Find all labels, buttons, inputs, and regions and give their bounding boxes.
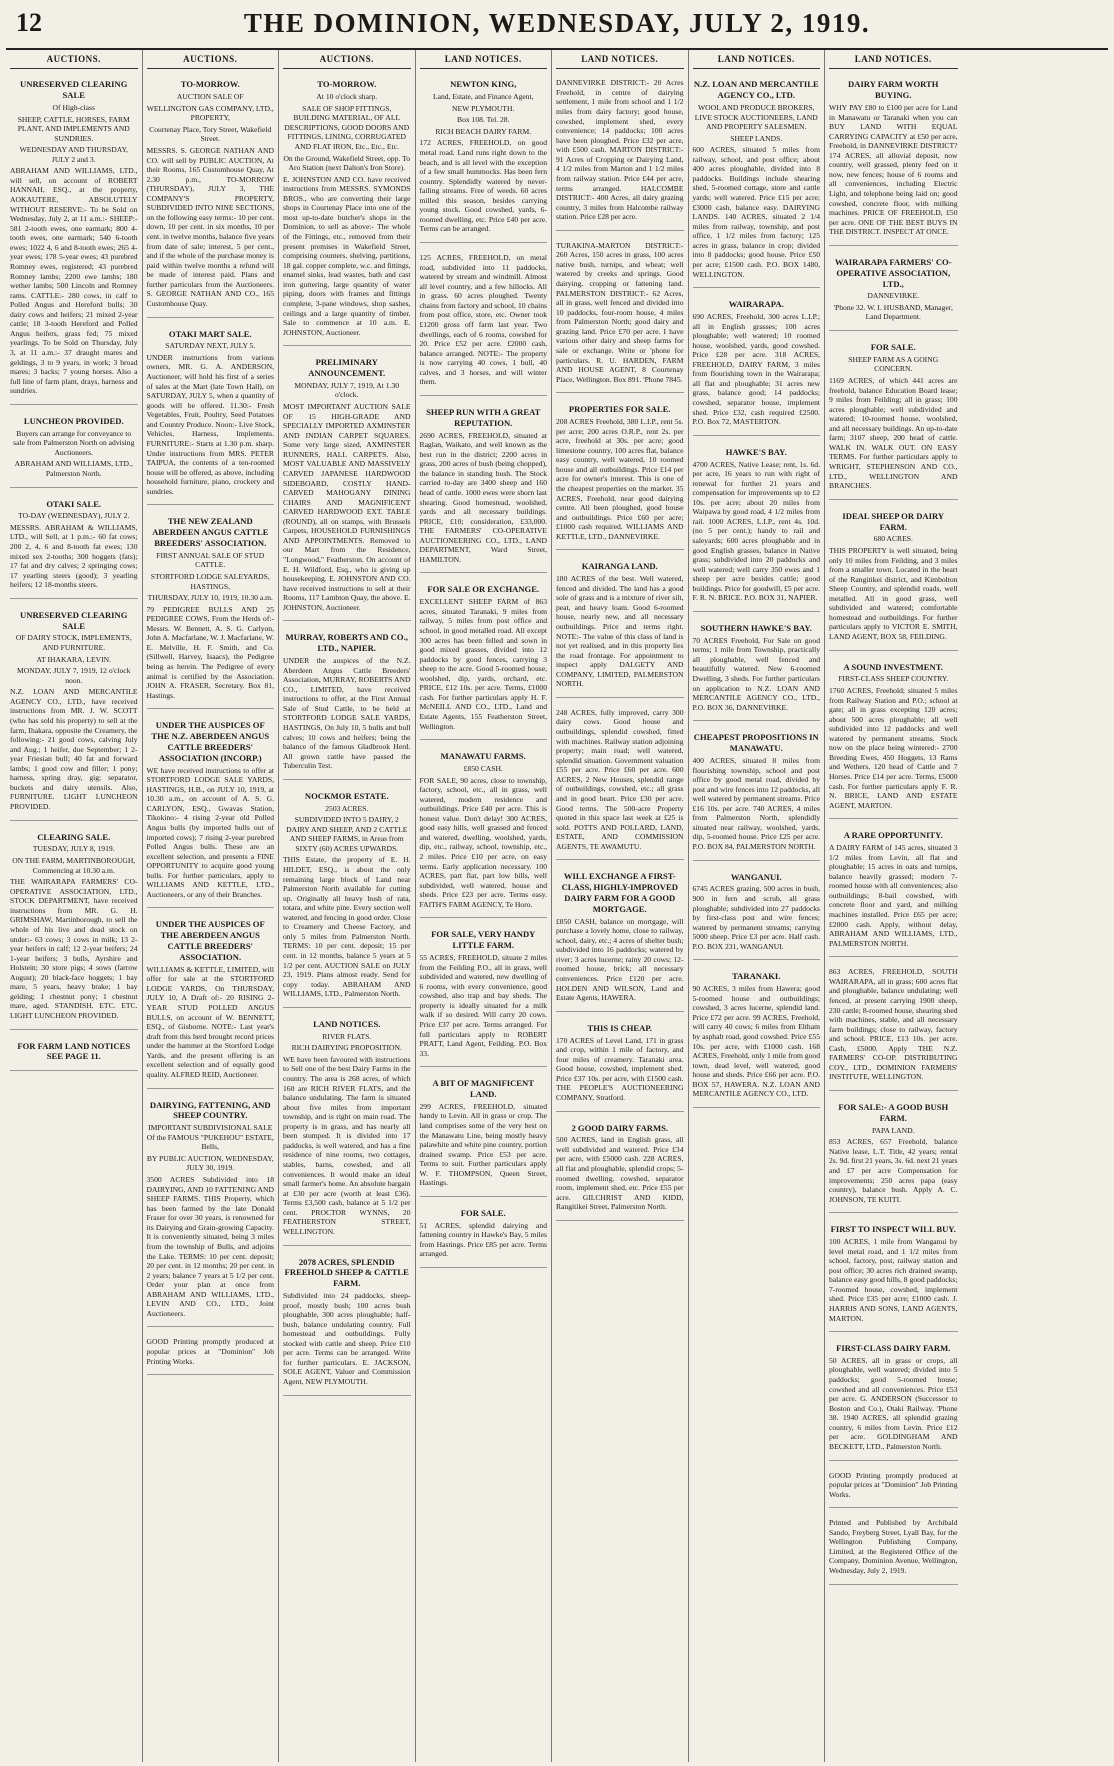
ad-body: Printed and Published by Archibald Sando, Freyberg Street, Lyall Bay, for the Wellington Publishing Company, Limited, at the Registered Office of the Company, Dominion Avenue, Wellington, Wednesday, July 2, 1919.: [829, 1518, 958, 1576]
column-6: [689, 50, 826, 1762]
advertisement: [829, 963, 958, 1091]
advertisement: [693, 727, 821, 860]
advertisement: [147, 1333, 275, 1375]
ad-body: DANNEVIRKE DISTRICT:- 20 Acres Freehold, in centre of dairying settlement, 1 mile from school and 1 1/2 miles from dairy factory; good house, cowshed, implement shed, every convenience; 14 paddocks; 100 acres have been ploughed. Price £32 per acre, with £500 cash. MARTON DISTRICT:- 91 Acres of Cropping or Dairying Land, 4 1/2 miles from Marton and 1 1/2 miles from railway station. Price £44 per acre, terms arranged. HALCOMBE DISTRICT:- 400 Acres, all dairy grazing country, 3 miles from Halcombe railway station. Price £28 per acre.: [556, 78, 684, 222]
advertisement: [556, 237, 684, 393]
advertisement: [556, 704, 684, 860]
ad-heading: WANGANUI.: [730, 871, 782, 882]
advertisement: [556, 1018, 684, 1112]
ad-body: E. JOHNSTON AND CO. have received instructions from MESSRS. SYMONDS BROS., who are converting their large shops in Courtenay Place into one of the most up-to-date butcher's shops in the Dominion, to sell as above:- The whole of the Fittings, etc., removed from their present premises in Wakefield Street, comprising counters, shelving, partitions, 18 gal. copper complete, w.c. and fittings, enamel sinks, lead wastes, bath and cast iron guttering, large quantity of water piping, doors with frames and fittings complete, 3-pane windows, shop sashes, ceilings and a large quantity of timber. Sale to commence at 10 a.m. E. JOHNSTON, Auctioneer.: [283, 174, 411, 337]
column-header: LAND NOTICES.: [693, 50, 821, 69]
ad-heading: FOR SALE:- A GOOD BUSH FARM.: [838, 1102, 949, 1123]
advertisement: [147, 914, 275, 1088]
ad-body: THIS PROPERTY is well situated, being only 10 miles from Feilding, and 3 miles from a smaller town. Located in the heart of the Rangitikei district, and Kimbolton Sheep Country, and splendid roads, well metalled. All in good grass, well subdivided and watered; comfortable homestead and outbuildings. For further particulars apply to VICTOR E. SMITH, LAND AGENT, BOX 58, FEILDING.: [829, 545, 958, 642]
ad-heading: A RARE OPPORTUNITY.: [843, 830, 943, 841]
ad-body: N.Z. LOAN AND MERCANTILE AGENCY CO., LTD., have received instructions from MR. J. W. SCOTT (who has sold his property) to sell at the farm, Ihakara, opposite the Creamery, the following:- 21 good cows, calving July and Aug.; 1 heifer, due September; 1 2-year Friesian bull; 40 fat and forward lambs; 1 good cow and filler; 1 pony; harness, spring dray, gig; separator, buckets and dairy utensils. Also, FURNITURE. LIGHT LUNCHEON PROVIDED.: [10, 687, 138, 812]
ad-subheading: SUBDIVIDED INTO 5 DAIRY, 2 DAIRY AND SHEEP, AND 2 CATTLE AND SHEEP FARMS, in Areas from SIXTY (60) ACRES UPWARDS.: [286, 815, 408, 853]
ad-body: 690 ACRES, Freehold, 300 acres L.I.P.; all in English grasses; 100 acres ploughable; well watered; 10 roomed house, woolshed, yards, good cowshed. Price £28 per acre. 318 ACRES, FREEHOLD, DAIRY FARM, 3 miles from flourishing town in the Wairarapa; all flat and ploughable; 31 acres new grass, balance good; 14 paddocks; cowshed, separator house, implement shed. Price £32, cash required £2500. P.O. Box 72, MASTERTON.: [692, 311, 820, 427]
ad-heading: TARANAKI.: [732, 971, 781, 982]
column-header: LAND NOTICES.: [829, 50, 958, 69]
column-2: [143, 50, 280, 1762]
ad-heading: SHEEP RUN WITH A GREAT REPUTATION.: [426, 406, 541, 428]
advertisement: [829, 252, 958, 331]
ad-subheading: SHEEP, CATTLE, HORSES, FARM PLANT, AND IMPLEMENTS AND SUNDRIES.: [17, 114, 130, 143]
ad-body: 51 ACRES, splendid dairying and fattening country in Hawke's Bay, 5 miles from Hastings. Price £85 per acre. Terms arranged.: [419, 1220, 547, 1259]
ad-subheading: THURSDAY, JULY 10, 1919, 10.30 a.m.: [147, 593, 273, 603]
advertisement: [693, 618, 821, 721]
advertisement: [420, 924, 548, 1067]
ad-subheading: FIRST-CLASS SHEEP COUNTRY.: [838, 674, 949, 684]
ad-subheading: NEW PLYMOUTH.: [452, 103, 515, 113]
ad-subheading: 'Phone 32. W. I. HUSBAND, Manager, Land Department.: [833, 302, 953, 322]
ad-heading: NOCKMOR ESTATE.: [304, 790, 389, 801]
ad-heading: N.Z. LOAN AND MERCANTILE AGENCY CO., LTD.: [693, 79, 819, 101]
advertisement: [420, 402, 548, 574]
ad-subheading: RICH BEACH DAIRY FARM.: [435, 126, 532, 136]
ad-heading: SOUTHERN HAWKE'S BAY.: [700, 622, 812, 633]
advertisement: [147, 511, 275, 709]
column-header: AUCTIONS.: [283, 50, 411, 69]
ad-body: £850 CASH, balance on mortgage, will purchase a lovely home, close to railway, school, dairy, etc.; 4 acres of shelter bush; subdivided into 16 paddocks; watered by river; 3 acres lucerne; rainy 20 cows; 12-roomed house, brick; all necessary conveniences. Price £120 per acre. HOLDEN AND WILSON, Land and Estate Agents, HAWERA.: [556, 916, 684, 1003]
ad-body: MESSRS. S. GEORGE NATHAN AND CO. will sell by PUBLIC AUCTION, At their Rooms, 165 Customhouse Quay, At 2.30 p.m., TO-MORROW (THURSDAY), JULY 3, THE COMPANY'S PROPERTY, SUBDIVIDED INTO NINE SECTIONS, on the following easy terms:- 10 per cent. down, 10 per cent. in six months, 10 per cent. in twelve months, balance five years from date of sale; interest, 5 per cent., and if the whole of the purchase money is paid within twelve months a refund will be made of interest paid. Plans and further particulars from the Auctioneers. S. GEORGE NATHAN AND CO., 165 Customhouse Quay.: [146, 145, 274, 308]
ad-body: 180 ACRES of the best. Well watered, fenced and divided. The land has a good sole of grass and is a mixture of river silt, peat, and heavy loam. Good 6-roomed house, nearly new, and all necessary outbuildings. Price and terms right. NOTE:- The value of this class of land is not yet realised, and in this property lies the road frontage. For appointment to inspect apply DALGETY AND COMPANY, LIMITED, PALMERSTON NORTH.: [556, 574, 684, 689]
ad-heading: FOR SALE.: [460, 1207, 506, 1218]
ad-heading: A BIT OF MAGNIFICENT LAND.: [432, 1078, 534, 1100]
advertisement: [693, 867, 821, 961]
ad-heading: FIRST TO INSPECT WILL BUY.: [830, 1224, 956, 1235]
advertisement: [693, 74, 821, 288]
masthead: [6, 0, 1108, 50]
ad-body: MOST IMPORTANT AUCTION SALE OF 15 HIGH-GRADE AND SPECIALLY IMPORTED AXMINSTER AND INDIAN CARPET SQUARES. Some very large sized, AXMINSTER RUNNERS, HALL CARPETS. Also, MOST VALUABLE AND MASSIVELY CARVED JAPANESE HARDWOOD SIDEBOARD, COSTLY HAND-CARVED MAHOGANY DINING CHAIRS AND MAGNIFICENT CARVED HARDWOOD EXT. TABLE (ROUND), all on stamps, with Brussels Carpets, HOUSEHOLD FURNISHINGS AND APPOINTMENTS. Removed to our Mart from the Residence, "Longwood," Featherston. On account of E. H. Wildford, Esq., who is giving up housekeeping. E. JOHNSTON AND CO. have received instructions to sell at their Rooms, 117 Lambton Quay, the above. E. JOHNSTON, Auctioneer.: [283, 402, 411, 612]
ad-body: Subdivided into 24 paddocks, sheep-proof, mostly bush; 100 acres bush ploughable, 300 acres ploughable; half-bush, balance undulating country. Full homestead and outbuildings. Fully stocked with cattle and sheep. Price £10 per acre. Terms can be arranged. Write for further particulars. E. JACKSON, SOLE AGENT, Valuer and Commission Agent, NEW PLYMOUTH.: [283, 1290, 411, 1387]
ad-heading: PRELIMINARY ANNOUNCEMENT.: [308, 357, 386, 379]
ad-heading: OTAKI SALE.: [46, 498, 102, 509]
ad-subheading: Land, Estate, and Finance Agent,: [432, 92, 534, 102]
advertisement: [147, 715, 275, 908]
ad-heading: HAWKE'S BAY.: [725, 446, 787, 457]
ad-body: 125 ACRES, FREEHOLD, on metal road, subdivided into 11 paddocks, watered by stream and windmill. Almost all level country, and a few hillocks. All in grass. 60 acres ploughed. Twenty chains from factory and school, 10 chains from post office, store, etc. Owner took £1200 gross off farm last year. Two dwellings, each of 6 rooms, cowshed for 20. Price £52 per acre. £2000 cash, balance arranged. NOTE:- The property is now carrying 40 cows, 1 bull, 40 calves, and 3 horses, and will winter them.: [419, 253, 547, 387]
ad-body: 3500 ACRES Subdivided into 18 DAIRYING, AND 10 FATTENING AND SHEEP FARMS. THIS Property, which has been farmed by the late Donald Fraser for over 30 years, is renowned for its Dairying and Grain-growing Capacity. It is conveniently situated, being 3 miles from the township of Bulls, and adjoins the Lake. TERMS: 10 per cent. deposit; 20 per cent. in 12 months; 20 per cent. in 2 years; balance 7 years at 5 1/2 per cent. Order your plan at once from ABRAHAM AND WILLIAMS, LTD., LEVIN AND CO., LTD., Joint Auctioneers.: [146, 1175, 274, 1318]
ad-subheading: SHEEP FARM AS A GOING CONCERN.: [848, 354, 939, 374]
column-header: AUCTIONS.: [10, 50, 138, 69]
advertisement: [420, 249, 548, 396]
ad-body: MESSRS. ABRAHAM & WILLIAMS, LTD., will Sell, at 1 p.m.:- 60 fat cows; 200 2, 4, 6 and 8-tooth fat ewes; 130 mixed sex 2-tooths; 300 hoggets (fats); 17 fat and dry calves; 2 springing cows; 17 yearling steers (good); 3 yearling heifers; 12 18-months steers.: [10, 522, 138, 590]
ad-subheading: On the Ground, Wakefield Street, opp. To Aro Station (next Dalton's Iron Store).: [283, 153, 411, 173]
ad-heading: THIS IS CHEAP.: [587, 1022, 652, 1033]
ad-subheading: PAPA LAND.: [872, 1125, 915, 1135]
ad-subheading: SHEEP LANDS.: [730, 133, 783, 143]
ad-body: 208 ACRES Freehold, 380 L.I.P., rent 5s. per acre; 200 acres O.R.P., rent 2s. per acre, freehold at 30s. per acre; good limestone country, 100 acres flat, balance easy country, well watered, 10 roomed house and all outbuildings. Price £14 per acre for owner's interest. This is one of the cheapest properties on the market. 35 ACRES, Freehold, near good dairying centre. All been ploughed, good house and outbuildings. Price £60 per acre; £1000 cash required. WILLIAMS AND KETTLE, LTD., DANNEVIRKE.: [556, 417, 684, 541]
advertisement: [10, 411, 138, 488]
advertisement: [147, 324, 275, 506]
advertisement: [829, 337, 958, 500]
ad-heading: IDEAL SHEEP OR DAIRY FARM.: [842, 510, 945, 532]
ad-heading: CHEAPEST PROPOSITIONS IN MANAWATU.: [693, 732, 819, 754]
ad-subheading: MONDAY, JULY 7, 1919, 12 o'clock noon.: [17, 666, 131, 685]
newspaper-title: THE DOMINION, WEDNESDAY, JULY 2, 1919.: [243, 8, 871, 38]
ad-subheading: ABRAHAM AND WILLIAMS, LTD., Palmerston North.: [14, 459, 133, 478]
ad-heading: LUNCHEON PROVIDED.: [23, 415, 124, 426]
ad-subheading: SATURDAY NEXT, JULY 5.: [165, 341, 256, 351]
advertisement: [10, 827, 138, 1030]
ad-body: 79 PEDIGREE BULLS AND 25 PEDIGREE COWS, From the Herds of:- Messrs. W. Bennett, A. S. G. Carlyon, John A. Macfarlane, W. J. Macfarlane, W. E. Melville, H. F. Smith, and Co. (Sillwell, Harvey, Isaacs), the Pedigree being as herein. The Pedigree of every animal is certified by the Association. JOHN A. FRASER, Secretary. Box 81, Hastings.: [146, 604, 274, 700]
advertisement: [693, 442, 821, 612]
ad-body: 70 ACRES Freehold, For Sale on good terms; 1 mile from Township, practically all ploughable, well fenced and beautifully watered. New 6-roomed Dwelling, 3 sheds. For further particulars on application to N.Z. LOAN AND MERCANTILE AGENCY CO., LTD., P.O. BOX 36, DANNEVIRKE.: [692, 635, 820, 712]
ad-body: 400 ACRES, situated 8 miles from flourishing township, school and post office by good metal road, divided by post and wire fences into 12 paddocks, all well watered by permanent streams. Price £16 10s. per acre. 740 ACRES, 4 miles from Palmerston North, splendidly situated near railway, woolshed, yards, dip, 5-roomed house. Price £25 per acre. P.O. BOX 84, PALMERSTON NORTH.: [692, 755, 820, 851]
ad-subheading: 680 ACRES.: [873, 534, 913, 544]
ad-heading: WILL EXCHANGE A FIRST-CLASS, HIGHLY-IMPROVED DAIRY FARM FOR A GOOD MORTGAGE.: [561, 871, 678, 914]
ad-body: 299 ACRES, FREEHOLD, situated handy to Levin. All in grass or crop. The land comprises some of the very best on the Manawatu Line, being mostly heavy palawhite and white pine country, portion drained swamp. Price £53 per acre. Terms to suit. Further particulars apply W. F. THOMPSON, Queen Street, Hastings.: [419, 1101, 547, 1188]
ad-subheading: Box 108. Tel. 28.: [457, 115, 510, 125]
ad-body: EXCELLENT SHEEP FARM of 863 acres, situated Taranaki, 9 miles from railway, 5 miles from post office and school, in good metalled road. All except 300 acres has been felled and sown in good mixed grasses, divided into 12 paddocks by good fences, carrying 3 sheep to the acre. Good 5-roomed house, woolshed, dip, yards, orchard, etc. PRICE, £12 10s. per acre. Terms, £1000 cash. For further particulars apply H. F. McNEILL AND CO., LTD., Land and Estate Agents, 155 Featherston Street, Wellington.: [419, 597, 547, 731]
advertisement: [556, 866, 684, 1011]
ad-heading: WAIRARAPA.: [728, 299, 784, 310]
ad-heading: FOR SALE.: [870, 342, 916, 353]
column-5: [552, 50, 689, 1762]
ad-body: WILLIAMS & KETTLE, LIMITED, will offer for sale at the STORTFORD LODGE YARDS, On THURSDAY, JULY 10, A Draft of:- 20 RISING 2-YEAR STUD POLLED ANGUS BULLS, on account of W. BENNETT, ESQ., of Gisborne. NOTE:- Last year's draft from this herd brought record prices under the hammer at the Stortford Lodge Yards, and the present offering is an excellent selection and of equally good quality. ALFRED REID, Auctioneer.: [146, 964, 274, 1079]
advertisement: [283, 627, 411, 779]
ad-body: THIS Estate, the property of E. H. HILDET, ESQ., is about the only remaining large block of Land near Palmerston North available for cutting up. Originally all heavy bush of rata, totara, and white pine. Every section well watered, and fencing in good order. Close to Creamery and Cheese Factory, and only 5 miles from Palmerston North. TERMS: 10 per cent. deposit; 15 per cent. in 12 months, balance 5 years at 5 1/2 per cent. AUCTION SALE on JULY 23, 1919. Plans almost ready. Send for copy today. ABRAHAM AND WILLIAMS, LTD., Palmerston North.: [283, 855, 411, 999]
advertisement: [10, 605, 138, 821]
advertisement: [147, 74, 275, 317]
ad-subheading: ON THE FARM, MARTINBOROUGH, Commencing at 10.30 a.m.: [12, 856, 136, 875]
column-header: AUCTIONS.: [147, 50, 275, 69]
advertisement: [420, 1203, 548, 1268]
ad-subheading: Courtenay Place, Tory Street, Wakefield Street.: [149, 124, 272, 144]
ad-subheading: DANNEVIRKE.: [867, 291, 920, 301]
ad-heading: UNDER THE AUSPICES OF THE N.Z. ABERDEEN ANGUS CATTLE BREEDERS' ASSOCIATION (INCORP.): [151, 720, 270, 763]
ad-body: GOOD Printing promptly produced at popular prices at "Dominion" Job Printing Works.: [146, 1337, 274, 1366]
columns-container: [6, 50, 1108, 1762]
ad-subheading: 2503 ACRES.: [325, 803, 369, 813]
ad-body: ABRAHAM AND WILLIAMS, LTD., will sell, on account of ROBERT HANNAH, ESQ., at the property, AOKAUTERE, ABSOLUTELY WITHOUT RESERVE:- To be Sold on Wednesday, July 2, at 11 a.m.:- SHEEP:- 581 2-tooth ewes, one earmark; 800 4-tooth ewes, one earmark; 540 6-tooth ewes; 1022 4, 6 and 8-tooth ewes; 265 4-year ewes; 178 5-year ewes; 43 purebred Romney ewes, registered; 43 purebred Romney lambs; 2200 ewe lambs; 180 wether lambs; 500 Lincoln and Romney rams. CATTLE:- 280 cows, in calf to Polled Angus and Hereford bulls; 30 dairy cows and heifers; 21 mixed 2-year cattle; 18 3-tooth Hereford and Polled Angus heifers, grass fed; 75 mixed yearlings. To be Sold on Thursday, July 3, at 11 a.m.:- 37 draught mares and geldings, 3 to 9 years, in work; 3 broad mares; 3 backs; 7 young horses. Also a full line of farm plant, drays, harness and sundries.: [10, 166, 138, 396]
ad-heading: DAIRYING, FATTENING, AND SHEEP COUNTRY.: [149, 1099, 271, 1121]
advertisement: [556, 1118, 684, 1221]
ad-body: A DAIRY FARM of 145 acres, situated 3 1/2 miles from Levin, all flat and ploughable; 15 acres in oats and turnips, balance heavily grassed; modern 7-roomed house with all conveniences; also outbuildings; 8-bail cowshed, with concrete floor and yard, and milking machines installed. Price £65 per acre; £2000 cash. Apply, without delay, ABRAHAM AND WILLIAMS, LTD., PALMERSTON NORTH.: [829, 843, 958, 948]
ad-heading: 2 GOOD DAIRY FARMS.: [571, 1122, 669, 1133]
ad-body: UNDER instructions from various owners, MR. G. A. ANDERSON, Auctioneer, will hold his first of a series of sales at the Mart (late Town Hall), on SATURDAY, JULY 5, when a quantity of goods will be offered. 11.30:- Fresh Vegetables, Fruit, Poultry, Seed Potatoes and Country Produce. Noon:- Live Stock, Vehicles, Harness, Implements. FURNITURE:- Starts at 1.30 p.m. sharp. Under instructions from MRS. PETER TAIPUA, the contents of a ten-roomed house will be offered, as above, including household furniture, piano, crockery and sundries.: [146, 352, 274, 496]
advertisement: [10, 74, 138, 405]
column-3: [279, 50, 416, 1762]
ad-heading: FIRST-CLASS DAIRY FARM.: [836, 1343, 951, 1354]
advertisement: [829, 657, 958, 820]
ad-heading: TO-MORROW.: [317, 79, 377, 90]
advertisement: [283, 74, 411, 346]
ad-body: 90 ACRES, 3 miles from Hawera; good 5-roomed house and outbuildings; cowshed, 3 acres lucerne, splendid land. Price £72 per acre. 99 ACRES, Freehold, will carry 40 cows; 6 miles from Eltham by asphalt road, good cowshed. Price £55 10s. per acre, with £1000 cash. 168 ACRES, Freehold, only 1 mile from good town, dead level, well watered, good house and sheds. Price £66 per acre. P.O. BOX 57, HAWERA. N.Z. LOAN AND MERCANTILE AGENCY CO., LTD.: [692, 984, 820, 1099]
ad-subheading: BY PUBLIC AUCTION, WEDNESDAY, JULY 30, 1919.: [146, 1153, 274, 1173]
ad-heading: LAND NOTICES.: [313, 1018, 381, 1029]
ad-body: TURAKINA-MARTON DISTRICT:- 260 Acres, 150 acres in grass, 100 acres native bush, turnips, and wheat; well watered by creeks and springs. Good dairying, cropping or fattening land. PALMERSTON DISTRICT:- 62 Acres, all in grass, well fenced and divided into 10 paddocks, four-room house, 4 miles from Palmerston North; good dairy and grazing land. Price £70 per acre. I have various other dairy and sheep farms for sale or exchange. Write or 'phone for particulars. R. U. HARDEN, FARM AND HOUSE AGENT, 8 Courtenay Place, Wellington. Box 891. 'Phone 7845.: [556, 240, 684, 384]
ad-heading: FOR FARM LAND NOTICES SEE PAGE 11.: [17, 1040, 131, 1062]
ad-subheading: SALE OF SHOP FITTINGS, BUILDING MATERIAL, OF ALL DESCRIPTIONS, GOOD DOORS AND FITTINGS, LINING, CORRUGATED AND FLAT IRON, Etc., Etc., Etc.: [284, 103, 410, 151]
ad-heading: A SOUND INVESTMENT.: [843, 661, 943, 672]
advertisement: [283, 786, 411, 1008]
advertisement: [829, 74, 958, 246]
column-1: [6, 50, 143, 1762]
column-header: LAND NOTICES.: [420, 50, 548, 69]
ad-heading: UNRESERVED CLEARING SALE: [20, 79, 128, 101]
ad-body: 50 ACRES, all in grass or crops, all ploughable, well watered; divided into 5 paddocks; good 5-roomed house; cowshed and all conveniences. Price £53 per acre. G. ANDERSON (Successor to Boston and Co.), Otaki Railway. 'Phone 38. 1940 ACRES, all splendid grazing country, 6 miles from Levin. Price £12 per acre. GOLDINGHAM AND BECKETT, LTD., Palmerston North.: [829, 1355, 958, 1451]
ad-heading: UNRESERVED CLEARING SALE: [20, 609, 128, 631]
ad-body: 863 ACRES, FREEHOLD, SOUTH WAIRARAPA, all in grass; 600 acres flat and ploughable, balance undulating; well fenced, at present carrying 1900 sheep, 230 cattle; 8-roomed house, shearing shed with machines, stable, and all necessary farm buildings; close to railway, factory and school. PRICE, £13 10s. per acre. Cash, £5000. Apply THE N.Z. FARMERS' CO-OP. DISTRIBUTING COY., LTD., DOMINION FARMERS' INSTITUTE, WELLINGTON.: [829, 967, 958, 1082]
ad-heading: NEWTON KING,: [450, 79, 517, 90]
column-header: LAND NOTICES.: [556, 50, 684, 69]
ad-heading: WAIRARAPA FARMERS' CO-OPERATIVE ASSOCIATION, LTD.,: [834, 256, 952, 289]
ad-body: WE have been favoured with instructions to Sell one of the best Dairy Farms in the country. The area is 268 acres, of which 160 are RICH RIVER FLATS, and the balance undulating. The farm is situated about five miles from important township, and is right on main road. The property is in grass, and has nearly all been stumped. It is divided into 17 paddocks, is well watered, and has a fine residence of nine rooms, two cottages, stables, barns, cowshed, and all conveniences. It would make an ideal small farmer's home. An absolute bargain at £30 per acre (worth at least £36). Terms £3,500 cash, balance at 5 1/2 per cent. PROCTOR WYNNS, 20 FEATHERSTON STREET, WELLINGTON.: [283, 1054, 411, 1236]
ad-subheading: AUCTION SALE OF: [176, 92, 244, 102]
ad-body: 600 ACRES, situated 5 miles from railway, school, and post office; about 400 acres ploughable, divided into 8 paddocks. Buildings include shearing shed, 5-roomed cottage, store and cattle yards; well watered. Price £15 per acre; £3000 cash, balance easy. DAIRYING LANDS. 140 ACRES, situated 2 1/4 miles from railway, township, and post office, 1 1/2 miles from factory; 125 acres in grass, balance in crop; divided into 8 paddocks; good house. Price £50 per acre; £1500 cash. P.O. BOX 1480, WELLINGTON.: [692, 145, 820, 279]
ad-subheading: MONDAY, JULY 7, 1919, At 1.30 o'clock.: [294, 380, 400, 400]
ad-body: UNDER the auspices of the N.Z. Aberdeen Angus Cattle Breeders' Association, MURRAY, ROBERTS AND CO., LIMITED, have received instructions to offer, at the First Annual Sale of Stud Cattle, to be held at STORTFORD LODGE SALE YARDS, HASTINGS, On July 10, 5 bulls and bull calves; 10 cows and heifers; being the balance of the famous Gladbrook Herd. All grown cattle have passed the Tuberculin Test.: [283, 656, 411, 771]
advertisement: [147, 1095, 275, 1328]
ad-subheading: AT IHAKARA, LEVIN.: [36, 654, 112, 664]
ad-subheading: OF DAIRY STOCK, IMPLEMENTS, AND FURNITURE.: [15, 633, 132, 653]
ad-heading: KAIRANGA LAND.: [581, 561, 658, 572]
advertisement: [420, 579, 548, 740]
advertisement: [829, 1467, 958, 1509]
ad-subheading: Of High-class: [52, 102, 95, 112]
ad-subheading: £850 CASH.: [463, 763, 503, 773]
advertisement: [283, 1014, 411, 1246]
advertisement: [829, 1338, 958, 1460]
ad-heading: MURRAY, ROBERTS AND CO., LTD., NAPIER.: [285, 632, 408, 654]
advertisement: [829, 1219, 958, 1332]
ad-subheading: STORTFORD LODGE SALEYARDS, HASTINGS,: [150, 571, 270, 591]
advertisement: [556, 556, 684, 698]
ad-body: THE WAIRARAPA FARMERS' CO-OPERATIVE ASSOCIATION, LTD., STOCK DEPARTMENT, have received instructions from MR. G. H. GRIMSHAW, Martinborough, to sell the whole of his live and dead stock on under:- 63 cows; 3 cows in milk; 13 2-year heifers in calf; 12 2-year heifers; 24 1-year heifers; 3 bulls, Ayrshire and Holstein; 30 store pigs; 4 sows (farrow August); 20 black-face hoggets; 1 bay mare, 5 years, heavy brake; 1 bay gelding; 1 chestnut pony; 1 chestnut mare, aged. STANDISH. ETC. ETC. LIGHT LUNCHEON PROVIDED.: [10, 877, 138, 1020]
ad-heading: DAIRY FARM WORTH BUYING.: [848, 79, 939, 101]
advertisement: [556, 399, 684, 550]
advertisement: [693, 294, 821, 436]
ad-body: 6745 ACRES grazing, 500 acres in bush, 900 in fern and scrub, all grass ploughable; subdivided into 27 paddocks by first-class post and wire fences; watered by permanent streams; carrying 5000 sheep. Price £3 per acre. Half cash. P.O. BOX 231, WANGANUI.: [692, 884, 820, 951]
ad-subheading: Buyers can arrange for conveyance to sale from Palmerston North on advising Auctioneers.: [13, 428, 135, 457]
ad-subheading: RIVER FLATS.: [322, 1031, 372, 1041]
ad-subheading: WEDNESDAY AND THURSDAY, JULY 2 and 3.: [19, 145, 128, 164]
ad-subheading: WOOL AND PRODUCE BROKERS, LIVE STOCK AUCTIONEERS, LAND AND PROPERTY SALESMEN.: [694, 102, 818, 132]
ad-heading: FOR SALE, VERY HANDY LITTLE FARM.: [431, 929, 536, 951]
ad-body: WHY PAY £80 to £100 per acre for Land in Manawatu or Taranaki when you can BUY LAND WITH EQUAL CARRYING CAPACITY at £50 per acre, Freehold, in DANNEVIRKE DISTRICT? 174 ACRES, all alluvial deposit, now country, well grassed, plenty feed on it now, new fences; house of 6 rooms and all conveniences, including Electric Light, and telephone being laid on; good cowshed, concrete floor, with milking machines. PRICE OF FREEHOLD, £50 per acre. ONE OF THE BEST BUYS IN THE DISTRICT. INSPECT AT ONCE.: [829, 102, 958, 237]
ad-heading: CLEARING SALE.: [37, 831, 111, 842]
ad-body: 4700 ACRES, Native Lease; rent, 1s. 6d. per acre, 16 years to run with right of renewal for further 21 years and compensation for improvements up to £2 10s. per acre; about 20 miles from Waipawa by good road, 4 1/2 miles from rail. 1000 ACRES, L.I.P., rent 4s. 10d. (no 5 per cent.); handy to rail and saleyards; 600 acres ploughable and in good English grasses, balance in Native grass; subdivided into 20 paddocks and well watered; well carry 350 ewes and 1 sheep per acre besides cattle; good buildings. Price for goodwill, £5 per acre. F. R. N. BRICE. P.O. BOX 31, NAPIER.: [692, 459, 820, 603]
ad-body: 55 ACRES, FREEHOLD, situate 2 miles from the Feilding P.O., all in grass, well subdivided and watered, new dwelling of 6 rooms, with every convenience, good cowshed, also trap and bay sheds. The property is ideally situated for a milk walk if so desired. Will carry 20 cows. Price £37 per acre. Terms arranged. For full particulars apply to ROBERT PRATT, Land Agent, Feilding. P.O. Box 33.: [419, 953, 547, 1058]
advertisement: [10, 1036, 138, 1072]
ad-subheading: At 10 o'clock sharp.: [316, 92, 378, 102]
ad-body: 853 ACRES, 657 Freehold, balance Native lease, L.T. Title, 42 years; rental 2s. 9d. first 21 years, 3s. 6d. next 21 years and £7 per acre Compensation for improvements; 250 acres papa (easy country), balance bush. Apply A. C. JOHNSON, TE KUITI.: [829, 1137, 958, 1204]
ad-heading: OTAKI MART SALE.: [168, 328, 252, 339]
advertisement: [420, 1073, 548, 1197]
ad-body: 1760 ACRES, Freehold; situated 5 miles from Railway Station and P.O.; school at gate; all in grass excepting 120 acres; about 500 acres ploughable; all well subdivided into 12 paddocks and well watered by permanent streams. Stock now on the place being wintered:- 2700 Breeding Ewes, 450 Hoggets, 13 Rams and Wethers, 120 head of Cattle and 7 Horses. Price £14 per acre. Terms, £5000 cash. For further particulars apply F. R. N. BRICE, LAND AND ESTATE AGENT, MARTON.: [829, 685, 958, 810]
ad-body: 172 ACRES, FREEHOLD, on good metal road. Land runs right down to the beach, and is all level with the exception of a few small hummocks. Has been fern country. Splendidly watered by never-failing streams. Free of weeds. 60 acres milled this season, besides carrying young stock. Good cowshed, yards, 6-roomed dwelling, etc. Price £40 per acre. Terms can be arranged.: [419, 138, 547, 234]
ad-body: 500 ACRES, land in English grass, all well subdivided and watered. Price £34 per acre, with £5000 cash. 228 ACRES, all flat and ploughable, splendid crops; 5-roomed dwelling, cowshed, separator room, implement shed, etc. Price £55 per acre. GILCHRIST AND KIDD, Rangitikei Street, Palmerston North.: [556, 1135, 684, 1212]
advertisement: [283, 352, 411, 621]
ad-body: 100 ACRES, 1 mile from Wanganui by level metal road, and 1 1/2 miles from school, factory, post, railway station and post office; 30 acres rich drained swamp, balance easy good hills, 8 good paddocks; 7-roomed house, cowshed, implement shed. Price £35 per acre; £1000 cash. J. HARRIS AND SONS, LAND AGENTS, MARTON.: [829, 1237, 958, 1323]
ad-body: FOR SALE, 90 acres, close to township, factory, school, etc., all in grass, well watered, modern residence and outbuildings. Price £40 per acre. This is honest value. Don't delay! 300 ACRES, good easy hills, well grassed and fenced and watered, dwelling, woolshed, yards, dip, etc., railway, school, township, etc., 2 miles. Price £10 per acre, on easy terms. Early application necessary. 100 ACRES, part flat, part low hills, well subdivided, well watered, house and sheds. Price £23 per acre. Terms easy. FAITH'S FARM AGENCY, Te Horo.: [419, 775, 547, 909]
column-4: [416, 50, 553, 1762]
advertisement: [829, 825, 958, 957]
page-number: 12: [16, 8, 42, 37]
advertisement: [283, 1252, 411, 1396]
column-7: [825, 50, 962, 1762]
ad-heading: TO-MORROW.: [180, 79, 240, 90]
ad-body: 170 ACRES of Level Land, 171 in grass and crop, within 1 mile of factory, and four miles of creamery. Taranaki area. Good house, cowshed, implement shed. Price £37 10s. per acre, with £1500 cash. THE PEOPLE'S AUCTIONEERING COMPANY, Stratford.: [556, 1035, 684, 1102]
ad-heading: FOR SALE OR EXCHANGE.: [427, 584, 540, 595]
ad-heading: PROPERTIES FOR SALE.: [568, 404, 671, 415]
advertisement: [10, 494, 138, 599]
ad-subheading: FIRST ANNUAL SALE OF STUD CATTLE.: [156, 550, 265, 570]
ad-subheading: WELLINGTON GAS COMPANY, LTD., PROPERTY,: [146, 103, 274, 123]
ad-body: GOOD Printing promptly produced at popular prices at "Dominion" Job Printing Works.: [829, 1470, 958, 1499]
ad-subheading: IMPORTANT SUBDIVISIONAL SALE Of the FAMOUS "PUKEHOU" ESTATE, Bells,: [146, 1123, 274, 1152]
ad-subheading: RICH DAIRYING PROPOSITION.: [291, 1043, 402, 1053]
ad-heading: 2078 ACRES, SPLENDID FREEHOLD SHEEP & CATTLE FARM.: [284, 1256, 409, 1289]
advertisement: [829, 1514, 958, 1584]
ad-body: WE have received instructions to offer at STORTFORD LODGE SALE YARDS, HASTINGS, H.B., on JULY 10, 1919, at 10.30 a.m., on account of A. S. G. CARLYON, ESQ., Gwavas Station, Tikokino:- 4 rising 2-year old Polled Angus bulls (by imported bulls out of imported cows); 7 rising 2-year purebred Polled Angus bulls. These are an excellent selection, and presents a FINE OPPORTUNITY to acquire good young bulls. For further particulars, apply to WILLIAMS AND KETTLE, LTD., Auctioneers, or any of their Branches.: [146, 765, 274, 899]
ad-heading: THE NEW ZEALAND ABERDEEN ANGUS CATTLE BREEDERS' ASSOCIATION.: [152, 516, 269, 549]
advertisement: [829, 506, 958, 651]
advertisement: [829, 1097, 958, 1213]
ad-body: 1169 ACRES, of which 441 acres are freehold, balance Education Board lease; 9 miles from Feilding; all in grass; 100 acres ploughable; well subdivided and watered; 10-roomed house, woolshed, and all necessary buildings. An up-to-date farm; 3107 sheep, 200 head of cattle. WALK IN. WALK OUT. ON EASY TERMS. For further particulars apply to WRIGHT, STEPHENSON AND CO., LTD., WELLINGTON AND BRANCHES.: [829, 375, 958, 491]
advertisement: [556, 74, 684, 230]
ad-heading: UNDER THE AUSPICES OF THE ABERDEEN ANGUS CATTLE BREEDERS' ASSOCIATION.: [155, 919, 265, 962]
ad-body: 248 ACRES, fully improved, carry 300 dairy cows. Good house and outbuildings, splendid cowshed, fitted with machines. Railway station adjoining property; main road; well watered, splendid situation. Government valuation £55 per acre. Price £60 per acre. 600 ACRES, 2 New Houses, splendid range of outbuildings, cowshed, etc.; all grass and in good heart. Price £30 per acre. Good terms. The 500-acre Property quoted in this space last week at £25 is sold. POTTS AND POLLARD, LAND, ESTATE, AND COMMISSION AGENTS, TE AWAMUTU.: [556, 707, 684, 851]
ad-heading: MANAWATU FARMS.: [440, 751, 526, 762]
advertisement: [420, 74, 548, 243]
advertisement: [693, 966, 821, 1108]
advertisement: [420, 746, 548, 918]
ad-body: 2690 ACRES, FREEHOLD, situated at Raglan, Waikato, and well known as the best run in the district; 2200 acres in grass, 200 acres of bush (being chopped), the balance in standing bush. The Stock carried to-day are 3400 sheep and 160 head of cattle. 1000 ewes were shorn last shearing. Good homestead, woolshed, yards and all necessary buildings. PRICE, £10; consideration, £33,000. THE FARMERS' CO-OPERATIVE AUCTIONEERING CO., LTD., LAND DEPARTMENT, Ward Street, HAMILTON.: [419, 430, 547, 564]
ad-subheading: TUESDAY, JULY 8, 1919.: [32, 844, 115, 854]
ad-subheading: TO-DAY (WEDNESDAY), JULY 2.: [18, 511, 130, 521]
